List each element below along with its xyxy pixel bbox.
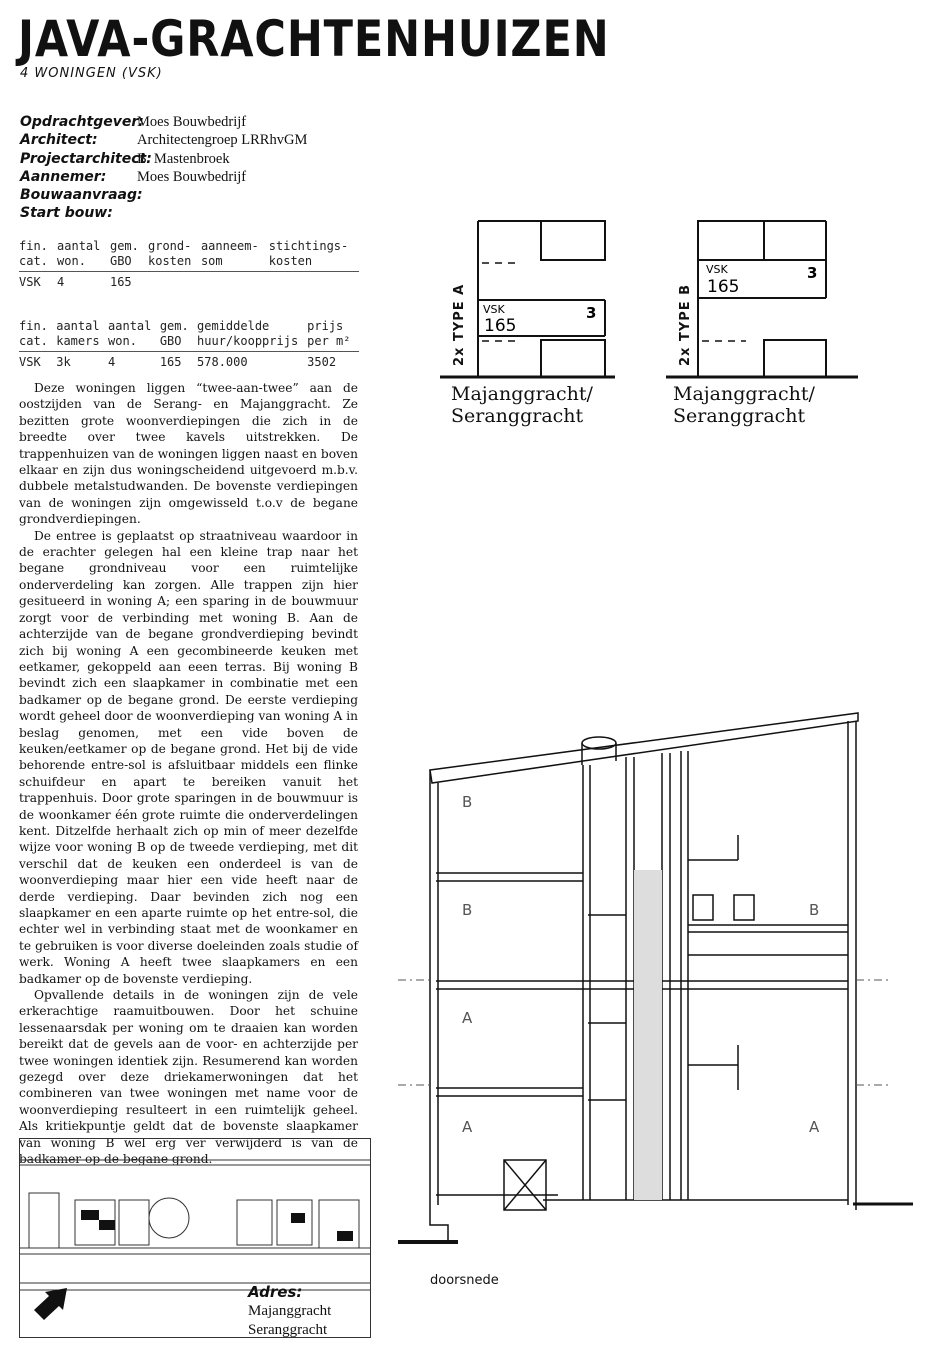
section-label: B (462, 793, 473, 811)
table-header: grond- kosten (148, 239, 201, 272)
section-label: A (462, 1009, 473, 1027)
table-header: gemiddelde huur/koopprijs (197, 319, 307, 352)
type-a-label: 2x TYPE A (452, 283, 467, 366)
table-row: VSK 3k 4 165 578.000 3502 (19, 355, 337, 369)
credit-contractor: Aannemer: Moes Bouwbedrijf (20, 168, 247, 185)
type-b-label: 2x TYPE B (678, 283, 693, 366)
table-header: fin. cat. (19, 239, 57, 272)
plan-area: 165 (484, 316, 517, 336)
plan-category: VSK (706, 263, 728, 276)
credit-start: Start bouw: (20, 205, 113, 222)
address-label: Adres: (248, 1283, 303, 1301)
table-header: fin. cat. (19, 319, 56, 352)
table-header: gem. GBO (110, 239, 148, 272)
paragraph: Deze woningen liggen “twee-aan-twee” aan de oostzijden van de Serang- en Majanggracht. Ze bezitten grote woonverdiepingen die zich in de breedte over twee kavels uitstrekken. De trappenhuizen van de woningen liggen naast en boven elkaar en zijn dus woningscheidend uitgevoerd m.b.v. dubbele metalstudwanden. De bovenste verdiepingen van de woningen zijn omgewisseld t.o.v de begane grondverdiepingen. (19, 381, 358, 527)
address-block (248, 1283, 331, 1340)
credit-permit: Bouwaanvraag: (20, 187, 143, 204)
address-line: Seranggracht (248, 1322, 328, 1338)
address-line: Majanggracht (248, 1303, 332, 1319)
cost-table (19, 239, 359, 290)
credit-project-architect: Projectarchitect: B. Mastenbroek (20, 150, 230, 167)
credit-architect: Architect: Architectengroep LRRhvGM (20, 132, 308, 149)
section-label: B (809, 901, 820, 919)
section-label: A (809, 1118, 820, 1136)
project-credits (20, 113, 307, 223)
plan-a-street: Majanggracht/ Seranggracht (451, 383, 593, 427)
page-subtitle: 4 WONINGEN (VSK) (20, 66, 163, 81)
plan-b-street: Majanggracht/ Seranggracht (673, 383, 815, 427)
table-header: aantal kamers (56, 319, 108, 352)
section-label: B (462, 901, 473, 919)
paragraph: Opvallende details in de woningen zijn de vele erkerachtige raamuitbouwen. Door het schuine lessenaarsdak per woning om te draaien kan worden bereikt dat de gevels aan de voor- en achterzijde per twee woningen identiek zijn. Resumerend kan worden gezegd over deze driekamerwoningen dat het combineren van twee woningen met name voor de woonverdieping resulteert in een ruimtelijk geheel. Als kritiekpuntje geldt dat de bovenste slaapkamer van woning B wel erg ver verwijderd is van de badkamer op de begane grond. (19, 988, 358, 1167)
cross-section-drawing (398, 705, 918, 1250)
plan-rooms: 3 (807, 264, 818, 282)
floorplan-type-b (666, 215, 861, 385)
credit-client: Opdrachtgever: Moes Bouwbedrijf (20, 114, 247, 130)
table-row: VSK 4 165 (19, 275, 132, 289)
article-body (19, 380, 358, 1168)
plan-category: VSK (483, 303, 505, 316)
paragraph: De entree is geplaatst op straatniveau waardoor in de erachter gelegen hal een kleine trap naar het begane grondniveau voor een ruimtelijke onderverdeling kan zorgen. Alle trappen zijn hier gesitueerd in woning A; een sparing in de bouwmuur zorgt voor de verbinding met woning B. Aan de achterzijde van de begane grondverdieping bevindt zich bij woning A een gecombineerde keuken met eetkamer, gekoppeld aan eeen terras. Bij woning B bevindt zich een slaapkamer in combinatie met een badkamer op de begane grond. De eerste verdieping wordt geheel door de woonverdieping van woning A in beslag genomen, met een vide boven de keuken/eetkamer op de begane grond. Het bij de vide behorende entre-sol is afsluitbaar middels een flinke schuifdeur en apart te bereiken vanuit het trappenhuis. Door grote sparingen in de bouwmuur is de woonkamer één grote ruimte die onderverdelingen kent. Ditzelfde herhaalt zich op min of meer dezelfde wijze voor woning B op de tweede verdieping, met dit verschil dat de keuken een onderdeel is van de woonverdieping maar hier een vide heeft naar de derde verdieping. Daar bevinden zich nog een slaapkamer en een aparte ruimte op het entre-sol, die echter wel in verbinding staat met de woonkamer en te gebruiken is voor diverse doeleinden zoals studie of werk. Woning A heeft twee slaapkamers en een badkamer op de bovenste verdieping. (19, 528, 358, 986)
plan-area: 165 (707, 277, 740, 297)
table-header: aantal won. (57, 239, 110, 272)
table-header: aantal won. (108, 319, 160, 352)
table-header: gem. GBO (160, 319, 197, 352)
table-header: prijs per m² (307, 319, 359, 352)
plan-rooms: 3 (586, 304, 597, 322)
section-label: A (462, 1118, 473, 1136)
section-caption: doorsnede (430, 1273, 499, 1288)
page-title: JAVA-GRACHTENHUIZEN (18, 10, 610, 68)
table-header: aanneem- som (201, 239, 269, 272)
table-header: stichtings- kosten (269, 239, 359, 272)
price-table (19, 319, 359, 370)
